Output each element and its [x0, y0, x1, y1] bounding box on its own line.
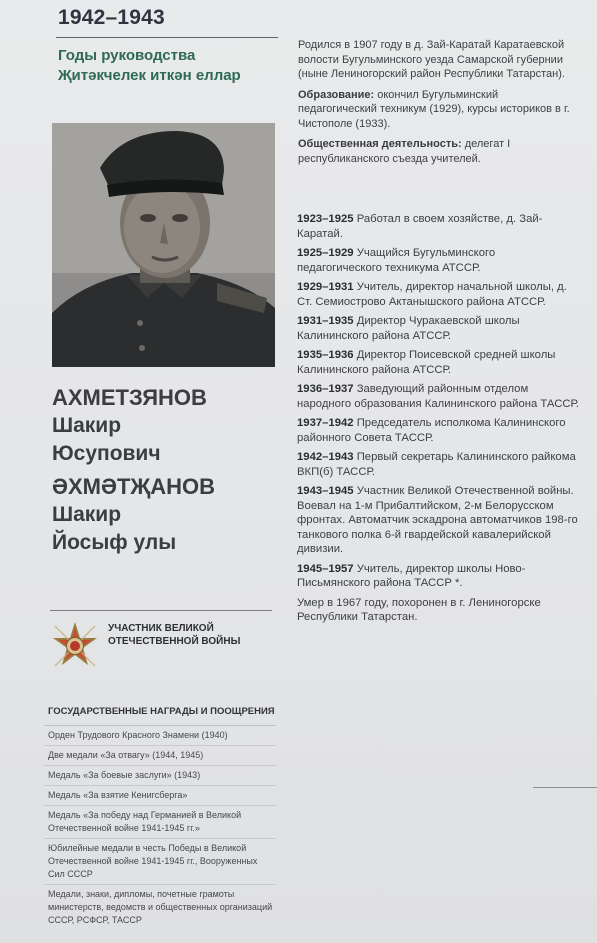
timeline-text: Учитель, директор начальной школы, д. Ст. Семиострово Актанышского района АТССР.	[297, 281, 567, 308]
portrait-photo	[52, 123, 275, 367]
timeline-years: 1942–1943	[297, 451, 354, 463]
award-item: Две медали «За отвагу» (1944, 1945)	[44, 745, 276, 765]
timeline-years: 1937–1942	[297, 417, 354, 429]
order-of-patriotic-war-icon	[50, 620, 100, 672]
timeline-years: 1925–1929	[297, 247, 354, 259]
timeline-text: Заведующий районным отделом народного образования Калининского района ТАССР.	[297, 383, 580, 410]
timeline-entry	[297, 382, 581, 411]
surname-ru: АХМЕТЗЯНОВ	[52, 385, 207, 410]
timeline-years: 1935–1936	[297, 349, 354, 361]
timeline-entry	[297, 314, 581, 343]
timeline-text: Директор Поисевской средней школы Калининского района АТССР.	[297, 349, 556, 376]
patronymic-ru: Юсупович	[52, 442, 161, 465]
award-item: Медаль «За боевые заслуги» (1943)	[44, 765, 276, 785]
career-timeline	[297, 212, 581, 625]
award-item: Медаль «За взятие Кенигсберга»	[44, 785, 276, 805]
timeline-text: Директор Чуракаевской школы Калининского района АТССР.	[297, 315, 520, 342]
timeline-text: Учитель, директор школы Ново-Письмянского района ТАССР *.	[297, 562, 526, 589]
timeline-entry	[297, 484, 581, 557]
timeline-entry	[297, 246, 581, 275]
awards-list	[44, 725, 276, 930]
timeline-text: Председатель исполкома Калининского районного Совета ТАССР.	[297, 417, 566, 444]
decorative-rule	[533, 787, 597, 788]
surname-tt: ӘХМӘТҖАНОВ	[52, 474, 216, 499]
public-activity-text: делегат I республиканского съезда учителей.	[298, 138, 511, 165]
first-name-tt: Шакир	[52, 503, 122, 526]
education-label: Образование:	[298, 88, 375, 101]
birth-info: Родился в 1907 году в д. Зай-Каратай Каратаевской волости Бугульминского уезда Самарской губернии (ныне Лениногорский район Республики Татарстан).	[298, 39, 565, 80]
awards-title: ГОСУДАРСТВЕННЫЕ НАГРАДЫ И ПООЩРЕНИЯ	[48, 706, 275, 717]
timeline-years: 1931–1935	[297, 315, 354, 327]
timeline-text: Участник Великой Отечественной войны. Воевал на 1-м Прибалтийском, 2-м Белорусском фронтах. Автоматчик эскадрона автоматчиков 198-го танкового полка 6-й гвардейской кавалерийской дивизии.	[297, 485, 578, 555]
timeline-entry	[297, 416, 581, 445]
years-heading: 1942–1943	[58, 6, 165, 29]
timeline-entry	[297, 450, 581, 479]
patronymic-tt: Йосыф улы	[52, 531, 177, 554]
heading-divider	[56, 37, 278, 38]
period-title-ru: Годы руководства	[58, 47, 196, 64]
education-info	[298, 88, 580, 132]
timeline-years: 1943–1945	[297, 485, 354, 497]
public-activity-label: Общественная деятельность:	[298, 138, 462, 150]
timeline-entry	[297, 562, 581, 591]
timeline-entry	[297, 212, 581, 241]
period-title	[58, 46, 278, 86]
public-activity-info	[298, 137, 580, 166]
section-divider	[50, 610, 272, 611]
award-item: Медали, знаки, дипломы, почетные грамоты министерств, ведомств и общественных организаций СССР, РСФСР, ТАССР	[44, 884, 276, 930]
award-item: Юбилейные медали в честь Победы в Великой Отечественной войне 1941-1945 гг., Вооруженных Сил СССР	[44, 838, 276, 884]
death-info: Умер в 1967 году, похоронен в г. Лениногорске Республики Татарстан.	[297, 596, 541, 623]
timeline-years: 1929–1931	[297, 281, 354, 293]
timeline-text: Работал в своем хозяйстве, д. Зай-Каратай.	[297, 213, 543, 240]
person-name	[52, 384, 280, 557]
first-name-ru: Шакир	[52, 414, 122, 437]
award-item: Орден Трудового Красного Знамени (1940)	[44, 725, 276, 745]
portrait-illustration	[52, 123, 275, 367]
period-title-tt: Җитәкчелек иткән еллар	[58, 67, 241, 84]
award-item: Медаль «За победу над Германией в Великой Отечественной войне 1941-1945 гг.»	[44, 805, 276, 838]
education-text: окончил Бугульминский педагогический техникум (1929), курсы историков в г. Чистополе (1933).	[298, 88, 570, 130]
timeline-years: 1923–1925	[297, 213, 354, 225]
timeline-entry	[297, 280, 581, 309]
biography-intro	[298, 38, 580, 172]
veteran-label: УЧАСТНИК ВЕЛИКОЙ ОТЕЧЕСТВЕННОЙ ВОЙНЫ	[108, 623, 241, 647]
timeline-text: Учащийся Бугульминского педагогического техникума АТССР.	[297, 247, 496, 274]
timeline-entry	[297, 348, 581, 377]
timeline-years: 1936–1937	[297, 383, 354, 395]
timeline-text: Первый секретарь Калининского райкома ВКП(б) ТАССР.	[297, 451, 576, 478]
timeline-years: 1945–1957	[297, 562, 354, 575]
